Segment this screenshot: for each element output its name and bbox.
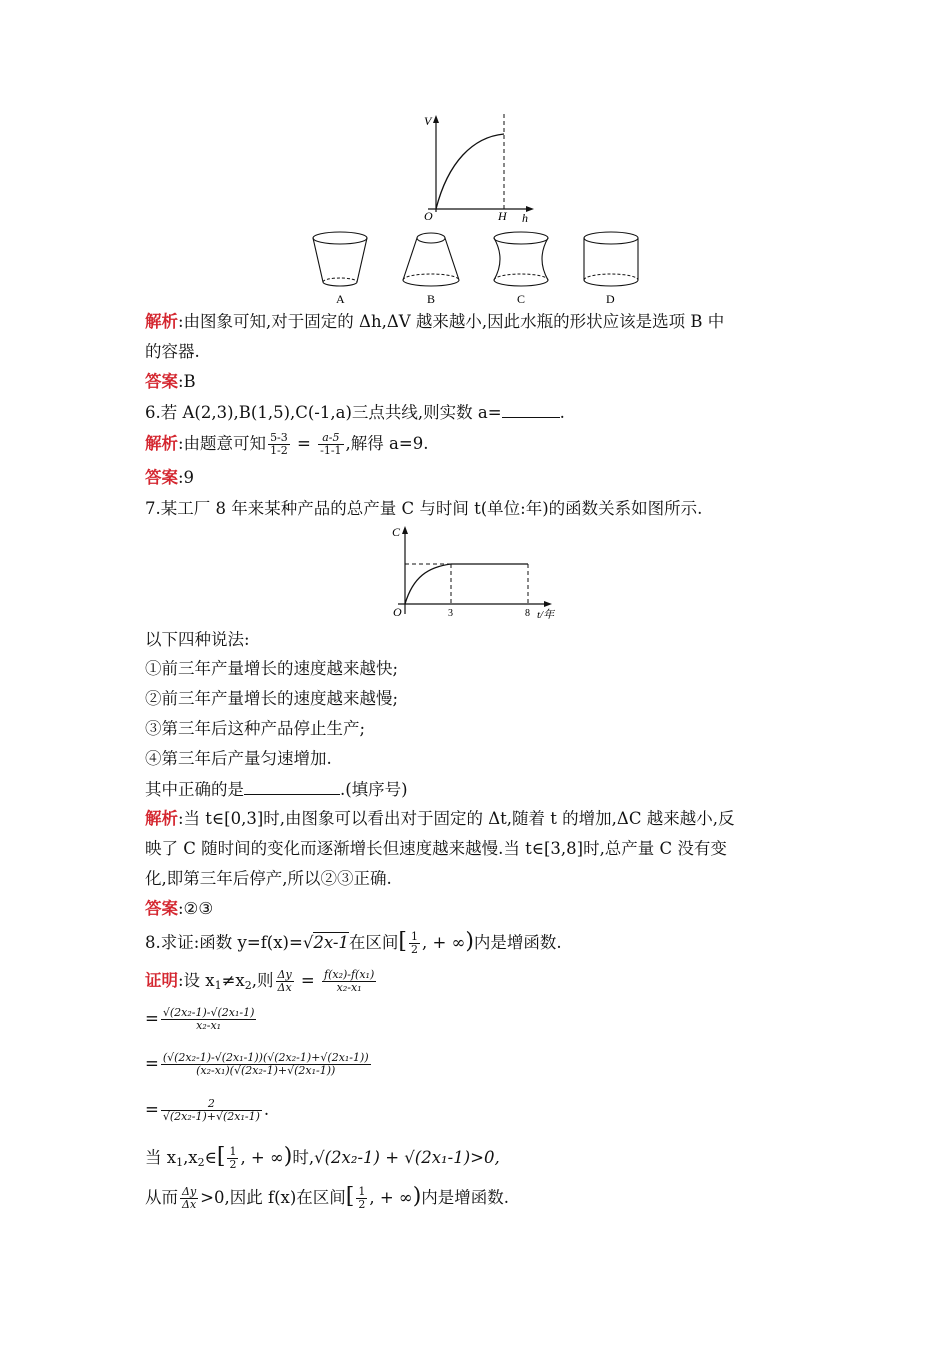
- q6-answer: 答案:9: [145, 468, 195, 487]
- q8-proof-start: 证明:设 $x_1\ne x_2$,则 $\frac{\Delta y}{\Delta x}$ = $\frac{\text{f(x₂)-f(x₁)}}{\text{x₂-x₁}}$: [145, 968, 375, 994]
- q6-analysis: 解析:由题意可知 $\frac{5-3}{1-2}$ = $\frac{a-5}{-1-1}$ ,解得 a=9.: [145, 431, 429, 457]
- graph2-x-label: t/年: [537, 609, 555, 621]
- graph-x-mark: H: [498, 209, 507, 223]
- vessel-d-label: D: [606, 292, 615, 306]
- q7-statement-3: ③第三年后这种产品停止生产;: [145, 719, 366, 738]
- vessel-b-label: B: [427, 292, 436, 306]
- q7-statement-1: ①前三年产量增长的速度越来越快;: [145, 659, 399, 678]
- graph-y-label: V: [424, 114, 432, 128]
- q8-step3-fraction: $\frac{\text{(√(2x₂-1)-√(2x₁-1))(√(2x₂-1)+√(2x₁-1))}}{\text{(x₂-x₁)(√(2x₂-1)+√(2x₁-1))}}$: [162, 1051, 369, 1077]
- q8-step1-fraction: $\frac{\text{f(x₂)-f(x₁)}}{\text{x₂-x₁}}$: [324, 968, 375, 994]
- q7-analysis-line3: 化,即第三年后停产,所以②③正确.: [145, 869, 392, 888]
- graph2-tick-8: 8: [525, 608, 530, 619]
- vessel-c-label: C: [517, 292, 526, 306]
- q7-answer: 答案:②③: [145, 899, 214, 918]
- q8-proof-label: 证明: [145, 971, 178, 990]
- q6-fraction-2: $\frac{a-5}{-1-1}$: [320, 431, 342, 457]
- q7-analysis-line2: 映了 C 随时间的变化而逐渐增长但速度越来越慢.当 t∈[3,8]时,总产量 C 没有变: [145, 839, 727, 858]
- q7-intro: 以下四种说法:: [145, 630, 250, 649]
- graph2-tick-3: 3: [448, 608, 453, 619]
- q5-analysis-line2: 的容器.: [145, 342, 200, 361]
- production-time-graph: [388, 522, 568, 622]
- sqrt-sign: √: [302, 933, 314, 952]
- q8-question: 8.求证:函数 y=f(x)=√2x-1在区间[ $\frac{1}{2}$ , + ∞)内是增函数.: [145, 929, 562, 956]
- vessel-b: [403, 233, 459, 306]
- q8-step3: = $\frac{\text{(√(2x₂-1)-√(2x₁-1))(√(2x₂-1)+√(2x₁-1))}}{\text{(x₂-x₁)(√(2x₂-1)+√(2x₁-1))}}$: [145, 1051, 369, 1077]
- q7-analysis-line1: 解析:当 t∈[0,3]时,由图象可以看出对于固定的 Δt,随着 t 的增加,ΔC 越来越小,反: [145, 809, 735, 828]
- q8-conclusion: 从而 $\frac{\Delta y}{\Delta x}$ >0,因此 f(x)在区间[ $\frac{1}{2}$ , + ∞)内是增函数.: [145, 1184, 510, 1211]
- q7-answer-label: 答案: [145, 899, 178, 918]
- q7-answer-blank: [244, 778, 340, 795]
- q6-question: 6.若 A(2,3),B(1,5),C(-1,a)三点共线,则实数 a= .: [145, 403, 565, 422]
- graph-x-label: h: [522, 211, 528, 225]
- q7-analysis-label: 解析: [145, 809, 178, 828]
- q5-answer: 答案:B: [145, 372, 196, 391]
- q6-answer-blank: [502, 401, 560, 418]
- vessel-options: [308, 228, 648, 308]
- q8-step4-fraction: $\frac{2}{\text{√(2x₂-1)+√(2x₁-1)}}$: [162, 1097, 260, 1123]
- volume-height-graph: [418, 112, 538, 228]
- graph2-y-label: C: [392, 525, 401, 539]
- q7-fill-blank: 其中正确的是 .(填序号): [145, 780, 408, 799]
- q5-analysis-label: 解析: [145, 312, 178, 331]
- q6-analysis-label: 解析: [145, 434, 178, 453]
- q6-fraction-1: $\frac{5-3}{1-2}$: [270, 431, 288, 457]
- q8-step2-fraction: $\frac{\text{√(2x₂-1)-√(2x₁-1)}}{\text{x₂-x₁}}$: [162, 1006, 255, 1032]
- q7-statement-4: ④第三年后产量匀速增加.: [145, 749, 332, 768]
- q5-answer-label: 答案: [145, 372, 178, 391]
- q8-when-line: 当 $x_1,x_2\in$[ $\frac{1}{2}$ , + ∞)时,√(2x₂-1) + √(2x₁-1)>0,: [145, 1144, 500, 1171]
- q5-analysis-line1: 解析:由图象可知,对于固定的 Δh,ΔV 越来越小,因此水瓶的形状应该是选项 B 中: [145, 312, 725, 331]
- q7-statement-2: ②前三年产量增长的速度越来越慢;: [145, 689, 399, 708]
- graph2-origin: O: [393, 605, 402, 619]
- vessel-a: [313, 232, 367, 306]
- q7-question: 7.某工厂 8 年来某种产品的总产量 C 与时间 t(单位:年)的函数关系如图所示.: [145, 499, 703, 518]
- vessel-d: [584, 232, 638, 306]
- graph-origin: O: [424, 209, 433, 223]
- q8-step4: = $\frac{2}{\text{√(2x₂-1)+√(2x₁-1)}}$ .: [145, 1097, 270, 1123]
- q6-answer-label: 答案: [145, 468, 178, 487]
- q8-step2: = $\frac{\text{√(2x₂-1)-√(2x₁-1)}}{\text{x₂-x₁}}$: [145, 1006, 255, 1032]
- vessel-a-label: A: [336, 292, 345, 306]
- vessel-c: [494, 232, 548, 306]
